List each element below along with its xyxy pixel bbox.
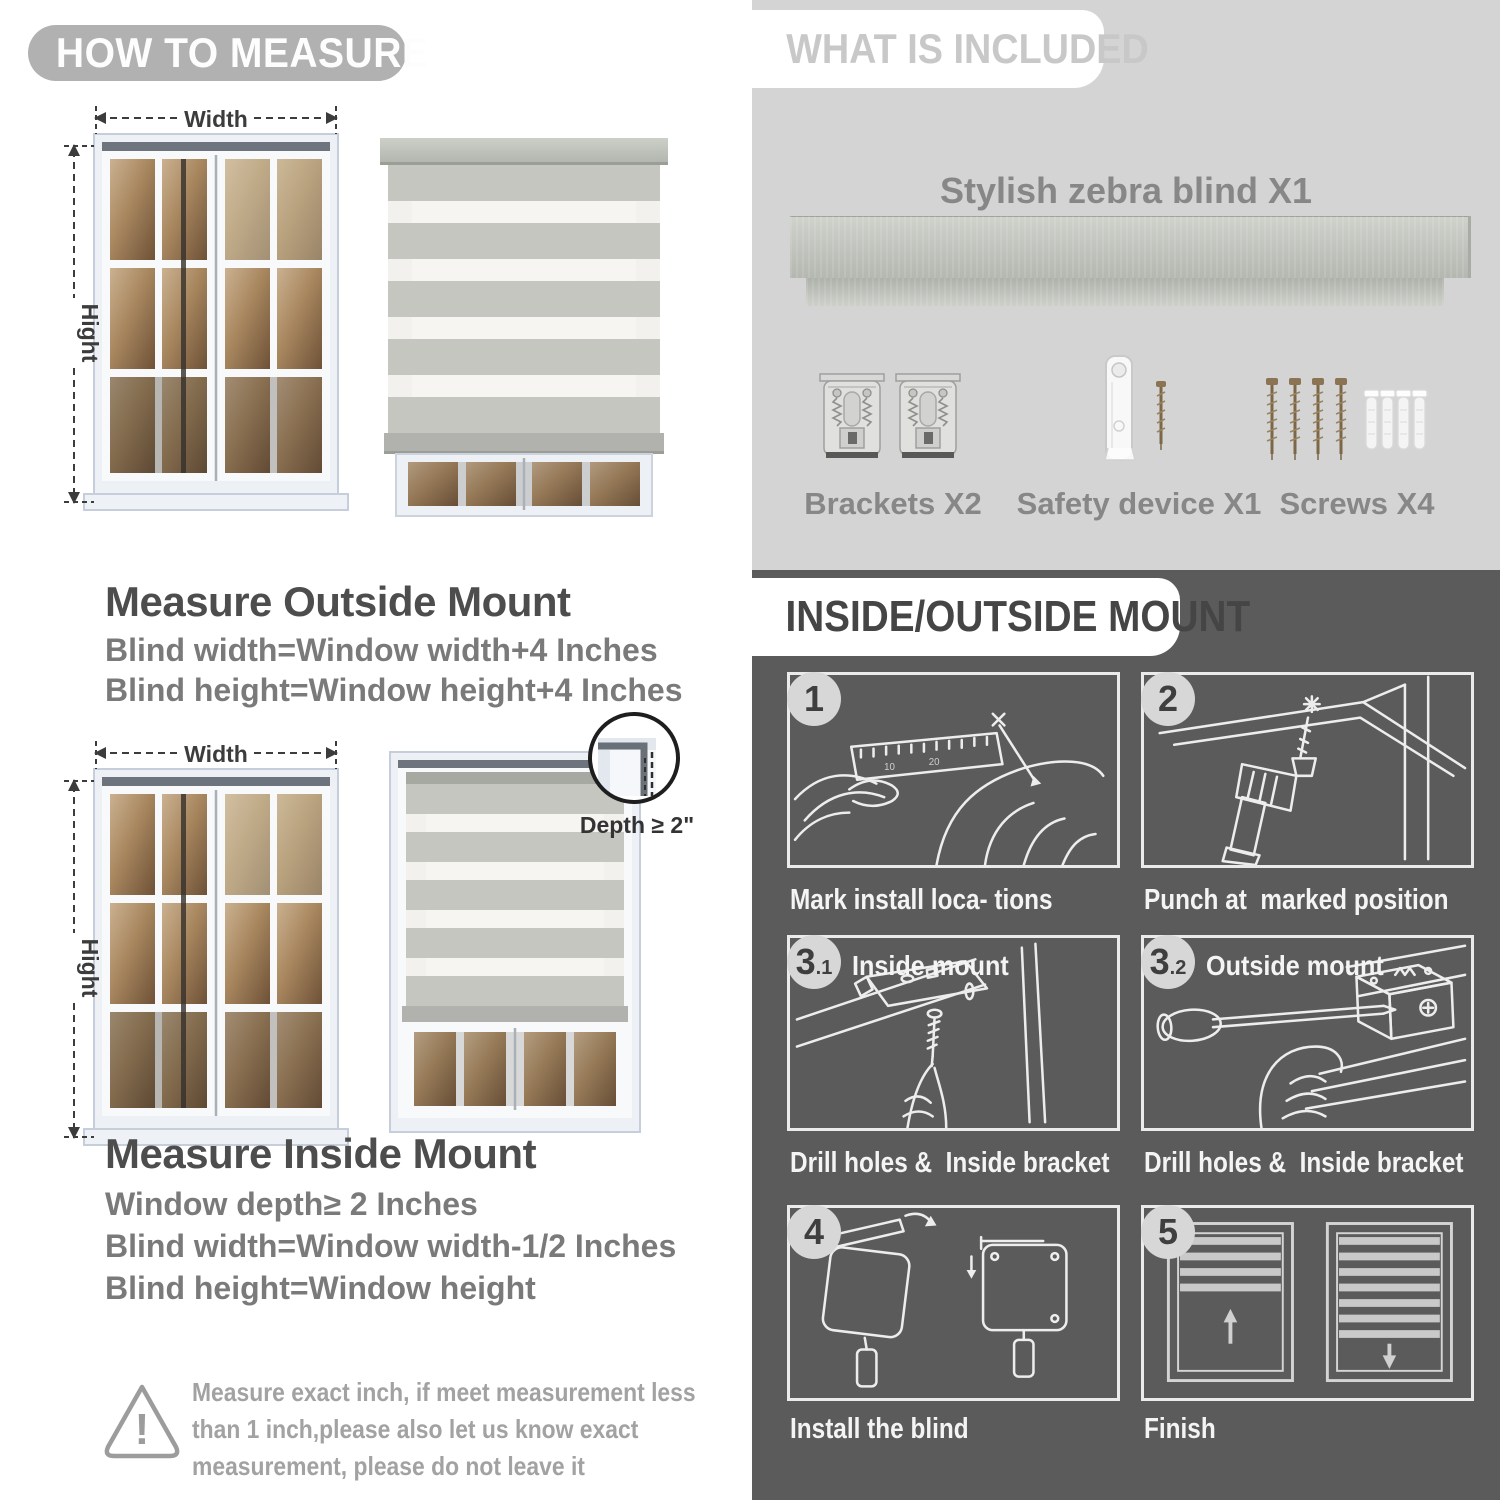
svg-text:10: 10 — [884, 762, 895, 773]
outside-mount-heading: Measure Outside Mount — [105, 578, 571, 625]
mount-header — [752, 578, 1251, 656]
outside-mount-formula-width: Blind width=Window width+4 Inches — [105, 632, 658, 668]
step-panel-1 — [787, 672, 1120, 868]
safety-device-label: Safety device X1 — [1016, 486, 1262, 521]
outside-mount-blind-figure — [378, 128, 670, 520]
warning-triangle-icon — [100, 1378, 184, 1462]
step-number-5: 5 — [1141, 1205, 1195, 1259]
brackets-label: Brackets X2 — [804, 486, 982, 521]
how-to-measure-header — [28, 25, 429, 81]
safety-device-icon — [1098, 352, 1142, 468]
what-is-included-header — [752, 10, 1149, 88]
svg-text:!: ! — [134, 1405, 150, 1454]
warning-line-1: Measure exact inch, if meet measurement less — [192, 1377, 696, 1407]
outside-mount-formula-height: Blind height=Window height+4 Inches — [105, 672, 683, 708]
screws-and-anchors-icon — [1266, 376, 1428, 468]
step3-1-caption: Drill holes & Inside bracket — [790, 1147, 1110, 1179]
inside-mount-blind-figure — [386, 748, 644, 1148]
depth-magnifier-icon — [584, 708, 684, 808]
bracket-icon — [818, 366, 886, 462]
headrail-image — [790, 216, 1471, 278]
warning-line-3: measurement, please do not leave it — [192, 1451, 585, 1481]
outside-mount-window-figure — [60, 100, 370, 530]
width-label: Width — [184, 741, 248, 767]
step-title-outside-mount: Outside mount — [1206, 950, 1384, 981]
window-panes — [110, 155, 322, 481]
step-number-3-2: 3 .2 — [1141, 935, 1195, 989]
svg-text:20: 20 — [928, 757, 940, 769]
step-number-2: 2 — [1141, 672, 1195, 726]
step-number-3-1: 3 .1 — [787, 935, 841, 989]
step-panel-5 — [1141, 1205, 1474, 1401]
step-panel-3-1 — [787, 935, 1120, 1131]
width-arrow — [94, 741, 338, 769]
step2-caption: Punch at marked position — [1144, 884, 1449, 916]
height-label: Hight — [77, 303, 103, 363]
step-panel-2 — [1141, 672, 1474, 868]
step3-2-caption: Drill holes & Inside bracket — [1144, 1147, 1464, 1179]
safety-screw-icon — [1152, 380, 1170, 452]
width-arrow — [94, 106, 338, 134]
how-to-measure-title: HOW TO MEASURE — [55, 29, 429, 76]
warning-line-2: than 1 inch,please also let us know exact — [192, 1414, 639, 1444]
step-panel-3-2 — [1141, 935, 1474, 1131]
step-number-1: 1 — [787, 672, 841, 726]
inside-mount-window-figure — [60, 735, 370, 1165]
bracket-icon — [894, 366, 962, 462]
inside-mount-heading: Measure Inside Mount — [105, 1130, 537, 1177]
headrail-lip-image — [806, 278, 1444, 306]
window-panes — [110, 790, 322, 1116]
product-label: Stylish zebra blind X1 — [939, 170, 1313, 211]
window-bottom-panes — [414, 1028, 616, 1110]
width-label: Width — [184, 106, 248, 132]
step-title-inside-mount: Inside mount — [852, 950, 1009, 981]
step1-caption: Mark install loca- tions — [790, 884, 1053, 916]
screws-label: Screws X4 — [1279, 486, 1435, 521]
window-bottom-panes — [408, 458, 640, 510]
inside-mount-formula-height: Blind height=Window height — [105, 1270, 536, 1306]
step4-caption: Install the blind — [790, 1413, 969, 1445]
step-number-4: 4 — [787, 1205, 841, 1259]
what-is-included-title: WHAT IS INCLUDED — [786, 25, 1149, 72]
depth-label: Depth ≥ 2" — [579, 812, 695, 838]
step-panel-4 — [787, 1205, 1120, 1401]
measurement-warning-note — [192, 1374, 764, 1485]
step5-caption: Finish — [1144, 1413, 1216, 1445]
mount-title: INSIDE/OUTSIDE MOUNT — [785, 592, 1251, 641]
inside-mount-formula-depth: Window depth≥ 2 Inches — [105, 1186, 478, 1222]
height-label: Hight — [77, 938, 103, 998]
inside-mount-formula-width: Blind width=Window width-1/2 Inches — [105, 1228, 677, 1264]
